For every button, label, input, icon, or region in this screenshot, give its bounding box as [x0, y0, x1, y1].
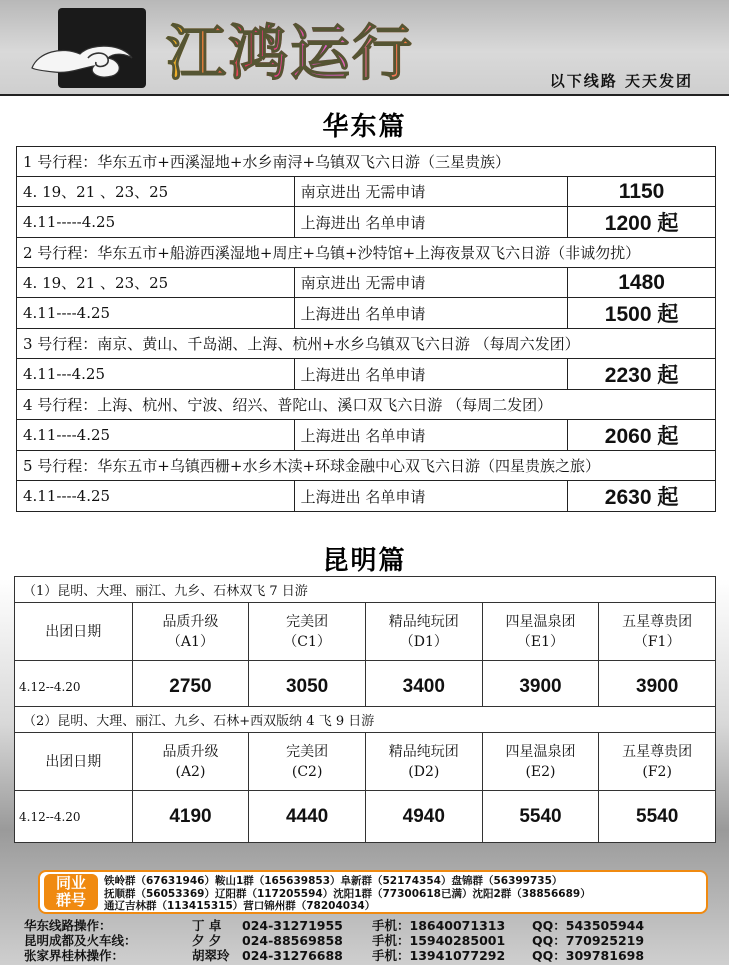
entry-exit-note: 南京进出 无需申请 [294, 268, 568, 298]
tier-header [249, 603, 366, 661]
entry-exit-note: 上海进出 名单申请 [294, 481, 568, 512]
price: 3900 [599, 661, 716, 713]
tier-header [365, 603, 482, 661]
price-row [17, 298, 716, 329]
tier-code: （A1） [166, 633, 214, 650]
departure-dates: 4.11----4.25 [17, 298, 295, 329]
tier-name: 五星尊贵团 [622, 743, 693, 760]
tier-code: （D1） [399, 633, 448, 650]
contact-qq: QQ：309781698 [532, 948, 645, 963]
tier-header [599, 733, 716, 791]
departure-dates: 4.11-----4.25 [17, 207, 295, 238]
tier-code: (C2) [291, 763, 323, 780]
tier-header [482, 603, 599, 661]
tier-code: (E2) [525, 763, 556, 780]
kunming-table-1 [14, 576, 716, 713]
contact-name: 胡翠玲 [192, 948, 230, 963]
tier-name: 完美团 [286, 613, 329, 630]
price: 4190 [132, 791, 249, 843]
contact-role: 华东线路操作： [24, 918, 112, 933]
tier-name: 品质升级 [162, 613, 219, 630]
east-china-table [16, 146, 716, 512]
date-header: 出团日期 [15, 603, 133, 661]
route-name: 1 号行程：华东五市+西溪湿地+水乡南浔+乌镇双飞六日游（三星贵族） [17, 147, 716, 177]
cloud-logo-icon [28, 38, 138, 82]
entry-exit-note: 上海进出 名单申请 [294, 207, 568, 238]
tier-name: 完美团 [286, 743, 329, 760]
price: 2060 起 [568, 420, 716, 451]
tier-header [132, 603, 249, 661]
tier-code: （C1） [283, 633, 331, 650]
tier-code: (D2) [408, 763, 440, 780]
route-row [17, 329, 716, 359]
group-badge-line: 群号 [55, 891, 86, 909]
tier-header-row [15, 603, 716, 661]
contact-role: 张家界桂林操作： [24, 948, 125, 963]
group-line: 铁岭群（67631946）鞍山1群（165639853）阜新群（52174354）盘锦群（56399735） [104, 875, 563, 887]
kunming-table-2 [14, 706, 716, 843]
price-row [17, 481, 716, 512]
group-line: 抚顺群（56053369）辽阳群（117205594）沈阳1群（77300618已满）沈阳2群（38856689） [104, 887, 591, 900]
date-header: 出团日期 [15, 733, 133, 791]
price: 2230 起 [568, 359, 716, 390]
slogan: 以下线路 天天发团 [549, 72, 693, 90]
price: 1480 [568, 268, 716, 298]
contact-qq: QQ：543505944 [532, 918, 645, 933]
route-name: 5 号行程：华东五市+乌镇西栅+水乡木渎+环球金融中心双飞六日游（四星贵族之旅） [17, 451, 716, 481]
group-badge-line: 同业 [55, 874, 86, 892]
price: 1500 起 [568, 298, 716, 329]
route-name: 3 号行程：南京、黄山、千岛湖、上海、杭州+水乡乌镇双飞六日游 （每周六发团） [17, 329, 716, 359]
price-row [15, 791, 716, 843]
group-badge [44, 874, 98, 910]
price: 3900 [482, 661, 599, 713]
tier-code: （F1） [633, 633, 681, 650]
tier-header [365, 733, 482, 791]
departure-dates: 4.11---4.25 [17, 359, 295, 390]
departure-dates: 4. 19、21 、23、25 [17, 268, 295, 298]
price-row [17, 268, 716, 298]
price: 5540 [482, 791, 599, 843]
tier-header [599, 603, 716, 661]
price: 4440 [249, 791, 366, 843]
section-title-east: 华东篇 [322, 112, 407, 142]
contact-mobile: 手机：13941077292 [372, 948, 506, 963]
contact-phone: 024-31276688 [242, 948, 343, 963]
tier-name: 四星温泉团 [505, 743, 576, 760]
tier-name: 品质升级 [162, 743, 219, 760]
price: 2630 起 [568, 481, 716, 512]
contact-mobile: 手机：18640071313 [372, 918, 506, 933]
tier-header [249, 733, 366, 791]
contact-role: 昆明成都及火车线： [24, 933, 137, 948]
entry-exit-note: 上海进出 名单申请 [294, 298, 568, 329]
price-row [17, 177, 716, 207]
group-list [104, 875, 704, 913]
route-name: （1）昆明、大理、丽江、九乡、石林双飞 7 日游 [15, 577, 716, 603]
price: 3050 [249, 661, 366, 713]
route-row [17, 147, 716, 177]
tier-header [482, 733, 599, 791]
price-row [17, 420, 716, 451]
departure-dates: 4.12--4.20 [15, 661, 133, 713]
tier-code: (A2) [175, 763, 206, 780]
tier-name: 精品纯玩团 [388, 613, 459, 630]
tier-name: 四星温泉团 [505, 613, 576, 630]
tier-name: 五星尊贵团 [622, 613, 693, 630]
tier-header [132, 733, 249, 791]
departure-dates: 4.11----4.25 [17, 481, 295, 512]
group-numbers-panel [38, 870, 708, 914]
route-name: 4 号行程：上海、杭州、宁波、绍兴、普陀山、溪口双飞六日游 （每周二发团） [17, 390, 716, 420]
price-row [17, 207, 716, 238]
contact-mobile: 手机：15940285001 [372, 933, 506, 948]
route-row [17, 451, 716, 481]
contact-row [24, 933, 724, 948]
route-name: 2 号行程：华东五市+船游西溪湿地+周庄+乌镇+沙特馆+上海夜景双飞六日游（非诚勿扰） [17, 238, 716, 268]
contact-phone: 024-88569858 [242, 933, 343, 948]
route-name: （2）昆明、大理、丽江、九乡、石林+西双版纳 4 飞 9 日游 [15, 707, 716, 733]
price: 4940 [365, 791, 482, 843]
entry-exit-note: 上海进出 名单申请 [294, 359, 568, 390]
contact-qq: QQ：770925219 [532, 933, 645, 948]
price: 5540 [599, 791, 716, 843]
contact-list [24, 918, 724, 963]
contact-phone: 024-31271955 [242, 918, 343, 933]
price: 1200 起 [568, 207, 716, 238]
header-banner [0, 0, 729, 96]
entry-exit-note: 南京进出 无需申请 [294, 177, 568, 207]
contact-row [24, 948, 724, 963]
departure-dates: 4.11----4.25 [17, 420, 295, 451]
price-row [15, 661, 716, 713]
route-row [17, 238, 716, 268]
contact-row [24, 918, 724, 933]
tier-header-row [15, 733, 716, 791]
price: 2750 [132, 661, 249, 713]
group-line: 通辽吉林群（113415315）营口锦州群（78204034） [104, 900, 376, 912]
tier-code: （E1） [516, 633, 565, 650]
price: 1150 [568, 177, 716, 207]
brand-name: 江鸿运行 [166, 6, 414, 86]
price: 3400 [365, 661, 482, 713]
entry-exit-note: 上海进出 名单申请 [294, 420, 568, 451]
route-row [17, 390, 716, 420]
contact-name: 夕 夕 [192, 933, 222, 948]
departure-dates: 4. 19、21 、23、25 [17, 177, 295, 207]
section-title-kunming: 昆明篇 [322, 546, 407, 576]
contact-name: 丁 卓 [192, 918, 222, 933]
tier-code: (F2) [642, 763, 672, 780]
price-row [17, 359, 716, 390]
departure-dates: 4.12--4.20 [15, 791, 133, 843]
tier-name: 精品纯玩团 [388, 743, 459, 760]
